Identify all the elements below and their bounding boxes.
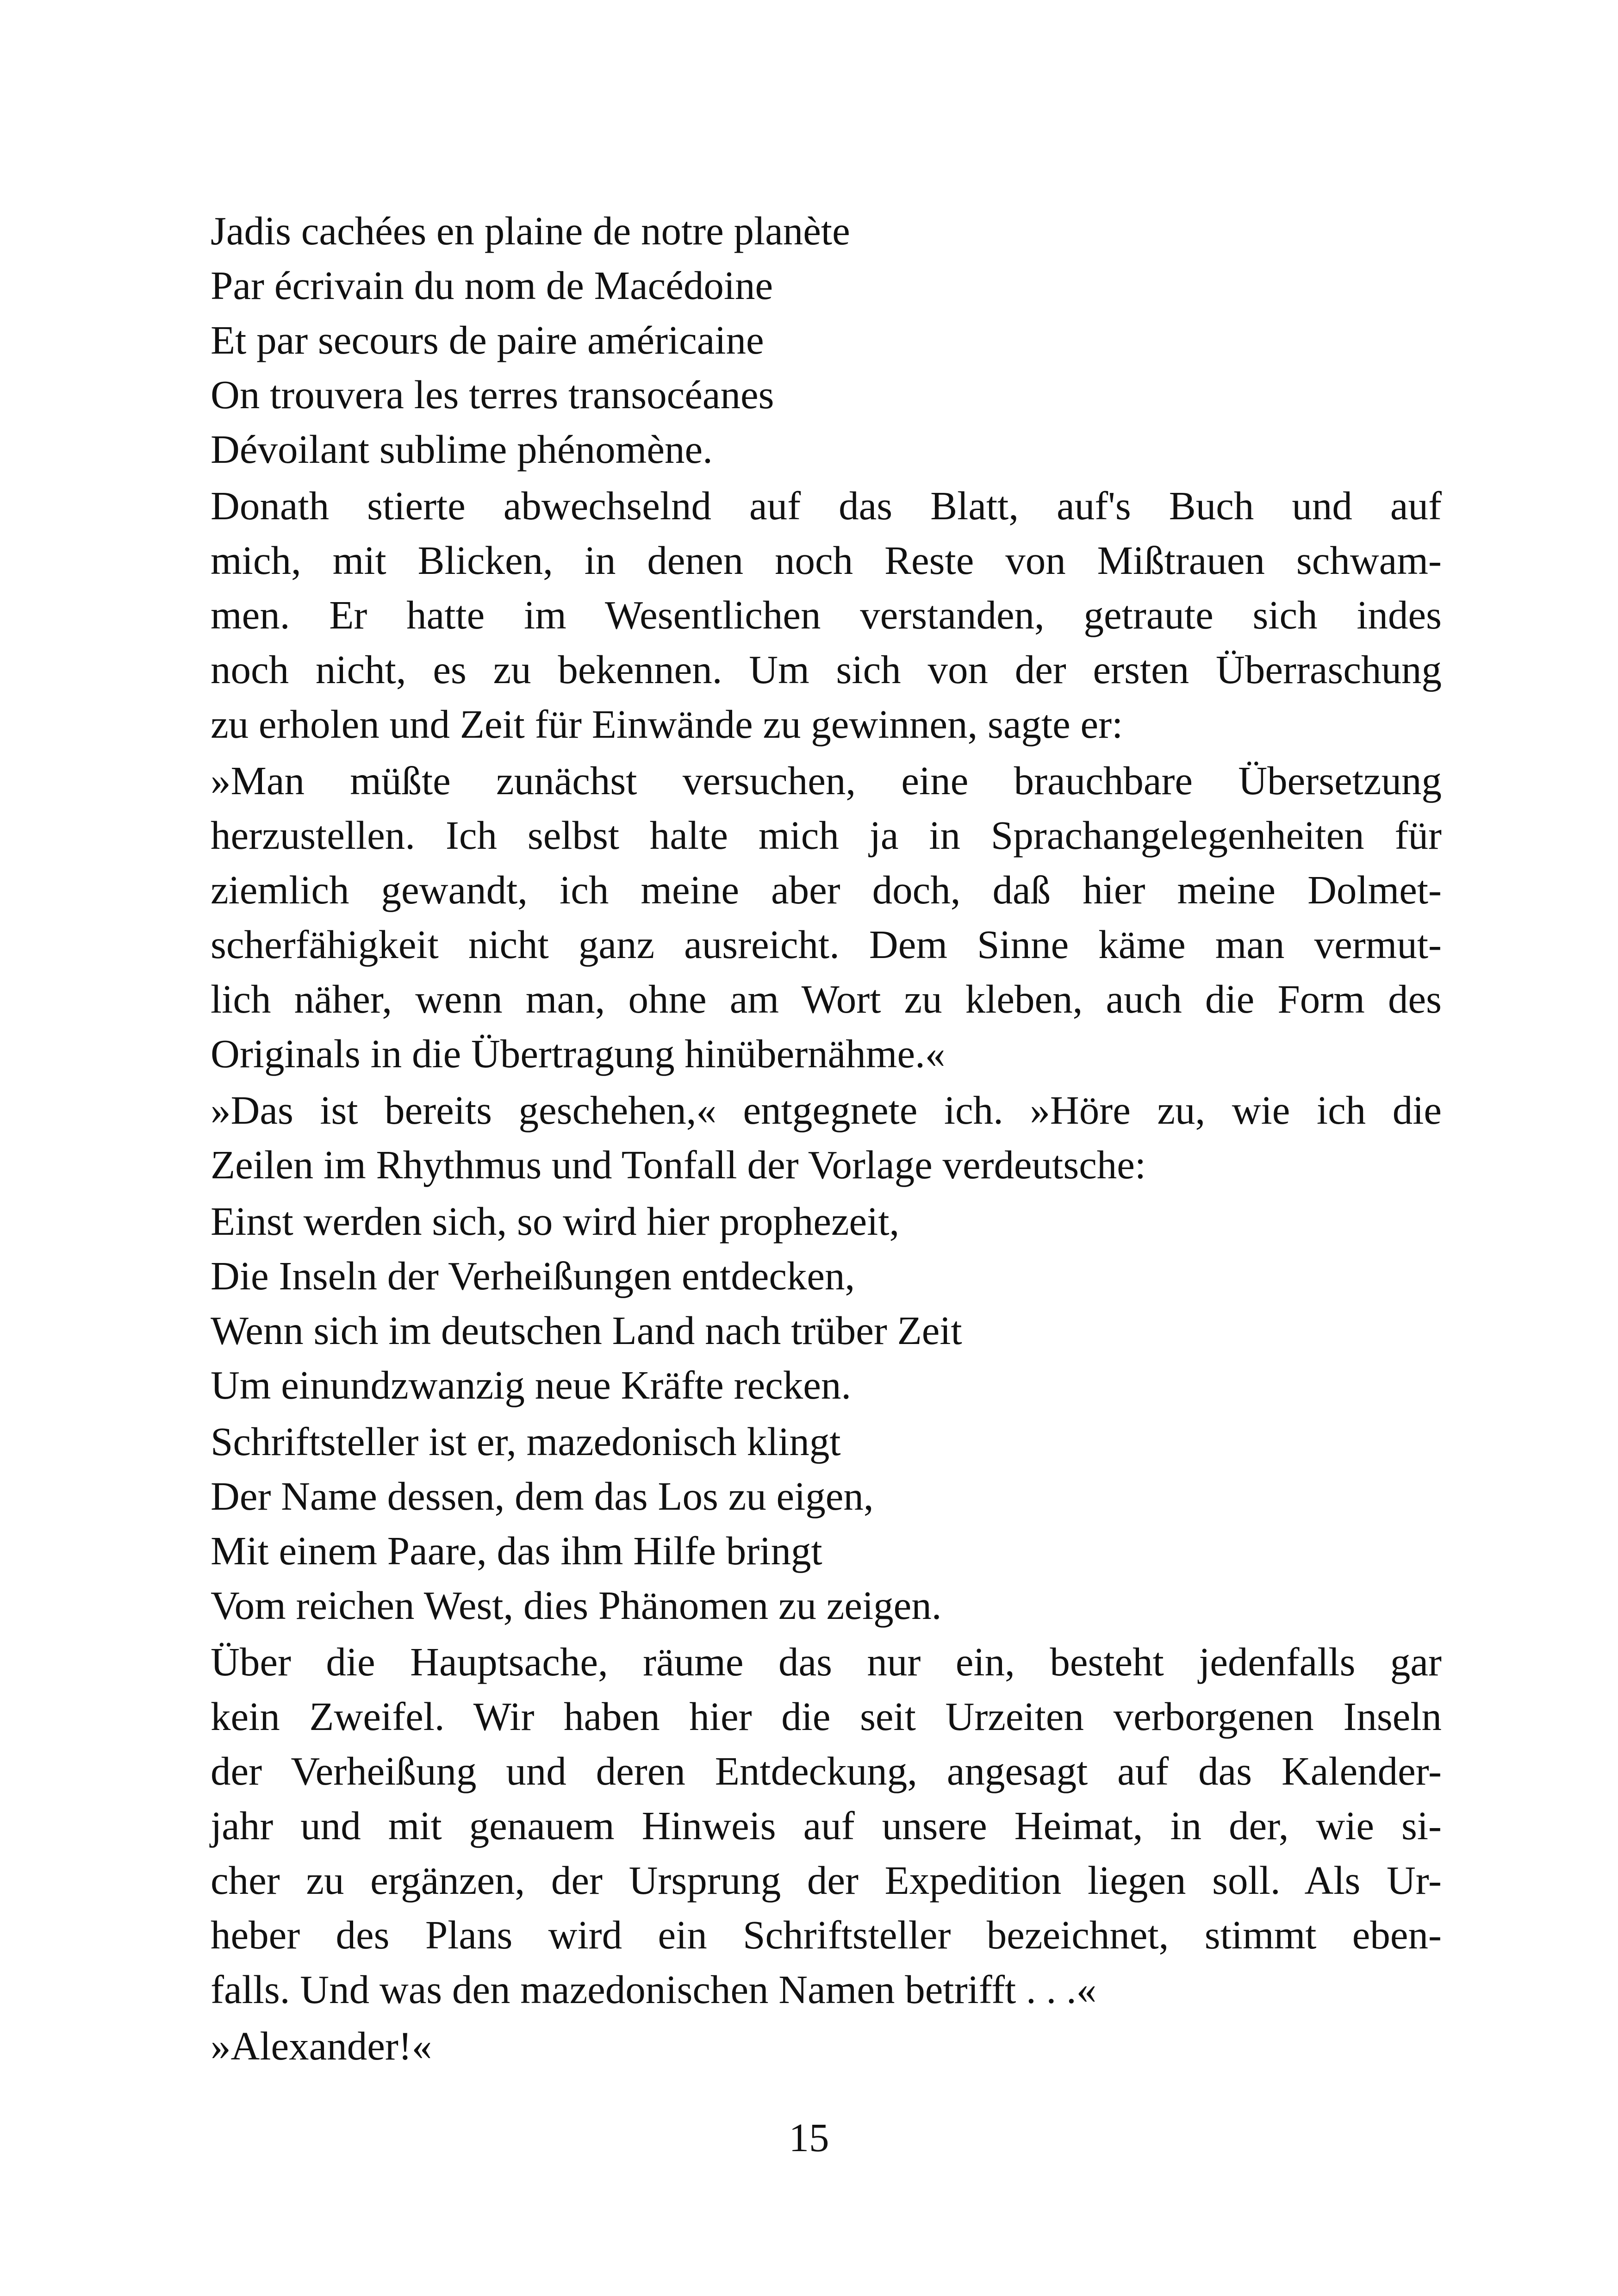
prose-line: der Verheißung und deren Entdeckung, angesagt auf das Kalender- xyxy=(211,1748,1442,1793)
verse-line: Wenn sich im deutschen Land nach trüber Zeit xyxy=(211,1308,962,1353)
verse-line: Die Inseln der Verheißungen entdecken, xyxy=(211,1253,855,1298)
page-number: 15 xyxy=(789,2115,829,2160)
verse-line: Jadis cachées en plaine de notre planète xyxy=(211,208,850,253)
prose-line: men. Er hatte im Wesentlichen verstanden, getraute sich indes xyxy=(211,592,1442,637)
prose-line: Über die Hauptsache, räume das nur ein, besteht jedenfalls gar xyxy=(211,1639,1442,1684)
prose-line: »Man müßte zunächst versuchen, eine brauchbare Übersetzung xyxy=(211,758,1442,803)
verse-line: Mit einem Paare, das ihm Hilfe bringt xyxy=(211,1528,822,1573)
paragraph-translation-request xyxy=(211,753,1442,1081)
prose-line: scherfähigkeit nicht ganz ausreicht. Dem Sinne käme man vermut- xyxy=(211,922,1442,967)
verse-line: On trouvera les terres transocéanes xyxy=(211,372,774,417)
page-body xyxy=(211,204,1442,2075)
prose-line: mich, mit Blicken, in denen noch Reste von Mißtrauen schwam- xyxy=(211,538,1442,583)
prose-line: herzustellen. Ich selbst halte mich ja in Sprachangelegenheiten für xyxy=(211,813,1442,858)
paragraph-alexander xyxy=(211,2019,1442,2073)
verse-line: Schriftsteller ist er, mazedonisch klingt xyxy=(211,1419,841,1464)
verse-line: Et par secours de paire américaine xyxy=(211,317,764,362)
prose-line: kein Zweifel. Wir haben hier die seit Urzeiten verborgenen Inseln xyxy=(211,1694,1442,1739)
prose-line: Donath stierte abwechselnd auf das Blatt, auf's Buch und auf xyxy=(211,483,1442,528)
verse-line: Par écrivain du nom de Macédoine xyxy=(211,263,773,308)
prose-line: »Alexander!« xyxy=(211,2023,432,2068)
verse-line: Dévoilant sublime phénomène. xyxy=(211,427,713,472)
verse-line: Vom reichen West, dies Phänomen zu zeigen. xyxy=(211,1583,942,1628)
prose-line: Zeilen im Rhythmus und Tonfall der Vorlage verdeutsche: xyxy=(211,1142,1146,1187)
french-poem xyxy=(211,204,1442,477)
prose-line: lich näher, wenn man, ohne am Wort zu kleben, auch die Form des xyxy=(211,977,1442,1021)
verse-line: Der Name dessen, dem das Los zu eigen, xyxy=(211,1474,874,1518)
prose-line: Originals in die Übertragung hinübernähme.« xyxy=(211,1031,946,1076)
paragraph-donath-reaction xyxy=(211,479,1442,752)
verse-line: Einst werden sich, so wird hier prophezeit, xyxy=(211,1199,900,1244)
prose-line: cher zu ergänzen, der Ursprung der Expedition liegen soll. Als Ur- xyxy=(211,1858,1442,1903)
prose-line: »Das ist bereits geschehen,« entgegnete ich. »Höre zu, wie ich die xyxy=(211,1088,1442,1132)
prose-line: falls. Und was den mazedonischen Namen betrifft . . .« xyxy=(211,1967,1097,2012)
verse-line: Um einundzwanzig neue Kräfte recken. xyxy=(211,1363,852,1407)
prose-line: zu erholen und Zeit für Einwände zu gewinnen, sagte er: xyxy=(211,702,1123,747)
prose-line: ziemlich gewandt, ich meine aber doch, daß hier meine Dolmet- xyxy=(211,867,1442,912)
prose-line: heber des Plans wird ein Schriftsteller bezeichnet, stimmt eben- xyxy=(211,1912,1442,1957)
paragraph-already-done xyxy=(211,1083,1442,1192)
german-poem-stanza-1 xyxy=(211,1194,1442,1412)
german-poem-stanza-2 xyxy=(211,1414,1442,1633)
prose-line: noch nicht, es zu bekennen. Um sich von der ersten Überraschung xyxy=(211,647,1442,692)
prose-line: jahr und mit genauem Hinweis auf unsere Heimat, in der, wie si- xyxy=(211,1803,1442,1848)
paragraph-interpretation xyxy=(211,1635,1442,2017)
